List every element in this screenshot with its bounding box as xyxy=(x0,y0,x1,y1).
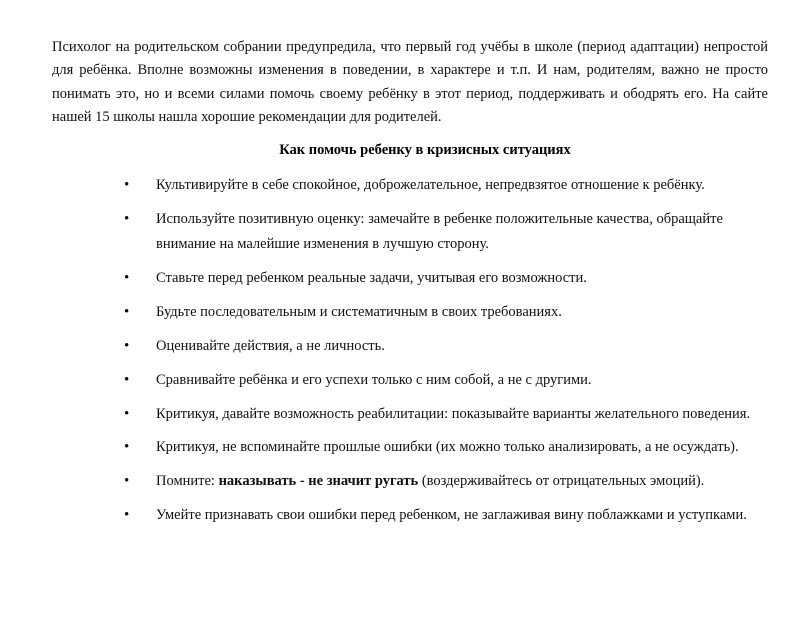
list-item-text: • Критикуя, давайте возможность реабилитации: показывайте варианты желательного поведения. xyxy=(156,405,751,422)
list-item-text: • Оценивайте действия, а не личность. xyxy=(156,337,385,354)
list-item xyxy=(52,334,768,359)
recommendations-list xyxy=(52,173,768,528)
list-item xyxy=(52,173,768,198)
list-item-remember xyxy=(52,469,768,494)
remember-emphasis: наказывать - не значит ругать xyxy=(218,473,419,490)
list-item xyxy=(52,300,768,325)
list-item-text xyxy=(156,469,768,494)
intro-paragraph: Психолог на родительском собрании предупредила, что первый год учёбы в школе (период адаптации) непростой для ребёнка. Вполне возможны изменения в поведении, в характере и т.п. И нам, родителям, важно не просто понимать это, но и всеми силами помочь своему ребёнку в этот период, поддерживать и ободрять его. На сайте нашей 15 школы нашла хорошие рекомендации для родителей. xyxy=(52,39,768,126)
list-item-text: • Ставьте перед ребенком реальные задачи, учитывая его возможности. xyxy=(156,269,587,286)
list-item-text: • Умейте признавать свои ошибки перед ребенком, не заглаживая вину поблажками и уступками. xyxy=(156,507,747,524)
list-item xyxy=(52,266,768,291)
list-item-text: • Будьте последовательным и систематичным в своих требованиях. xyxy=(156,303,562,320)
remember-prefix: Помните: xyxy=(156,473,219,490)
list-item-text: • Культивируйте в себе спокойное, доброжелательное, непредвзятое отношение к ребёнку. xyxy=(156,176,705,193)
list-item xyxy=(52,503,768,528)
remember-suffix: (воздерживайтесь от отрицательных эмоций). xyxy=(418,473,705,490)
list-item xyxy=(52,402,768,427)
list-item xyxy=(52,435,768,460)
list-item-text: • Используйте позитивную оценку: замечайте в ребенке положительные качества, обращайте внимание на малейшие изменения в лучшую сторону. xyxy=(156,210,723,252)
section-heading: Как помочь ребенку в кризисных ситуациях xyxy=(279,141,571,158)
list-item-text: • Критикуя, не вспоминайте прошлые ошибки (их можно только анализировать, а не осуждать). xyxy=(156,439,739,456)
list-item-text: • Сравнивайте ребёнка и его успехи только с ним собой, а не с другими. xyxy=(156,371,592,388)
list-item xyxy=(52,368,768,393)
list-item xyxy=(52,207,768,257)
